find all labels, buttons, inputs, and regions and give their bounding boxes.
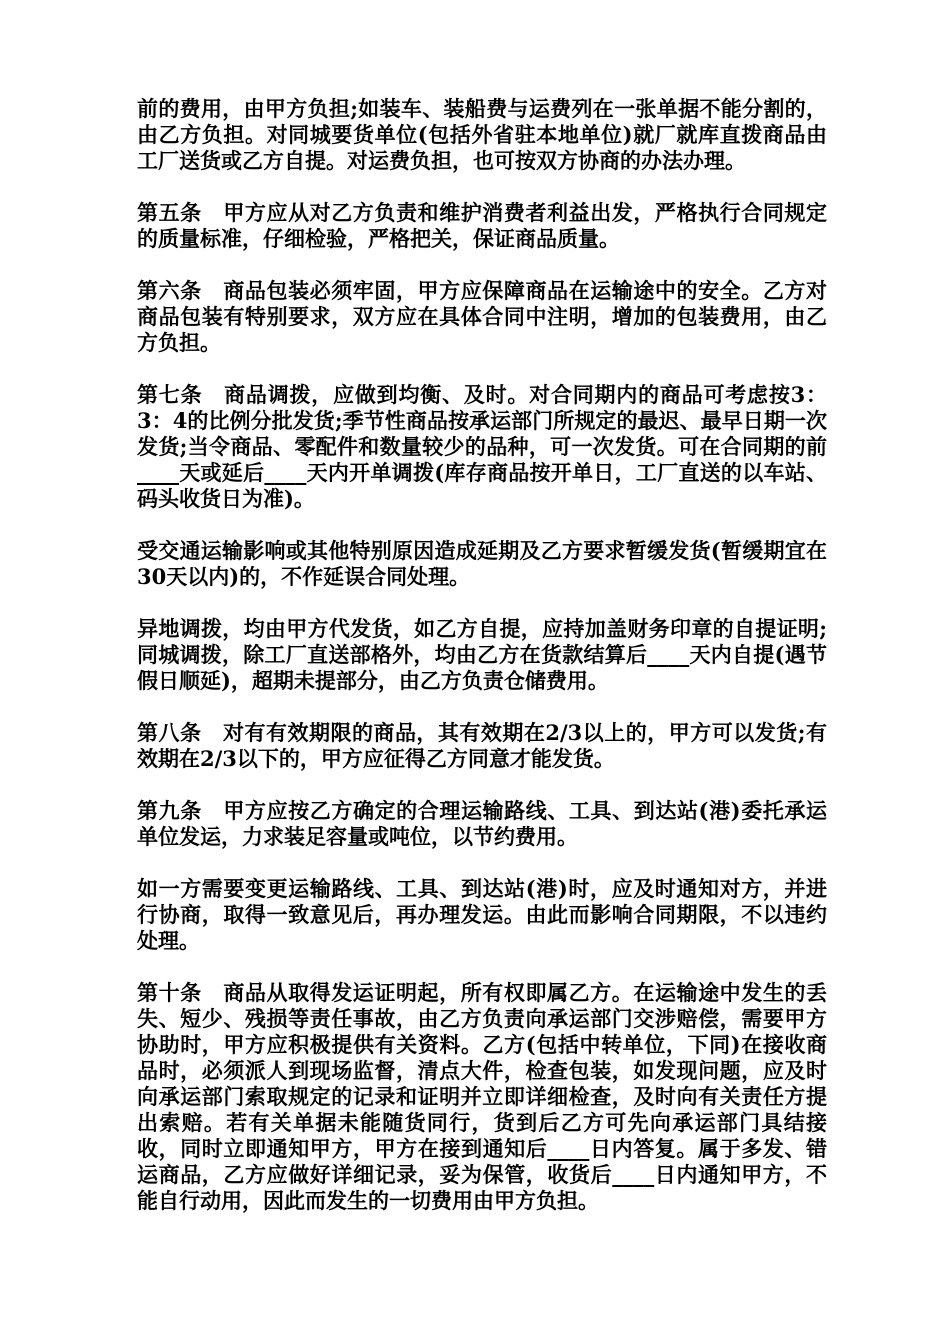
paragraph-article-9: 第九条 甲方应按乙方确定的合理运输路线、工具、到达站(港)委托承运单位发运，力求装足容量或吨位，以节约费用。 bbox=[137, 798, 827, 849]
paragraph-article-6: 第六条 商品包装必须牢固，甲方应保障商品在运输途中的安全。乙方对商品包装有特别要求，双方应在具体合同中注明，增加的包装费用，由乙方负担。 bbox=[137, 278, 827, 355]
paragraph-article-8: 第八条 对有有效期限的商品，其有效期在2/3以上的，甲方可以发货;有效期在2/3以下的，甲方应征得乙方同意才能发货。 bbox=[137, 720, 827, 771]
paragraph-freight-cost: 前的费用，由甲方负担;如装车、装船费与运费列在一张单据不能分割的，由乙方负担。对同城要货单位(包括外省驻本地单位)就厂就库直拨商品由工厂送货或乙方自提。对运费负担，也可按双方协商的办法办理。 bbox=[137, 96, 827, 173]
paragraph-article-5: 第五条 甲方应从对乙方负责和维护消费者利益出发，严格执行合同规定的质量标准，仔细检验，严格把关，保证商品质量。 bbox=[137, 200, 827, 251]
paragraph-route-change: 如一方需要变更运输路线、工具、到达站(港)时，应及时通知对方，并进行协商，取得一致意见后，再办理发运。由此而影响合同期限，不以违约处理。 bbox=[137, 876, 827, 953]
paragraph-article-10: 第十条 商品从取得发运证明起，所有权即属乙方。在运输途中发生的丢失、短少、残损等责任事故，由乙方负责向承运部门交涉赔偿，需要甲方协助时，甲方应积极提供有关资料。乙方(包括中转单位，下同)在接收商品时，必须派人到现场监督，清点大件，检查包装，如发现问题，应及时向承运部门索取规定的记录和证明并立即详细检查，及时向有关责任方提出索赔。若有关单据未能随货同行，货到后乙方可先向承运部门具结接收，同时立即通知甲方，甲方在接到通知后____日内答复。属于多发、错运商品，乙方应做好详细记录，妥为保管，收货后____日内通知甲方，不能自行动用，因此而发生的一切费用由甲方负担。 bbox=[137, 980, 827, 1213]
paragraph-article-7: 第七条 商品调拨，应做到均衡、及时。对合同期内的商品可考虑按3：3：4的比例分批发货;季节性商品按承运部门所规定的最迟、最早日期一次发货;当令商品、零配件和数量较少的品种，可一次发货。可在合同期的前____天或延后____天内开单调拨(库存商品按开单日，工厂直送的以车站、码头收货日为准)。 bbox=[137, 382, 827, 511]
document-page bbox=[137, 96, 827, 1240]
paragraph-delay-exemption: 受交通运输影响或其他特别原因造成延期及乙方要求暂缓发货(暂缓期宜在30天以内)的，不作延误合同处理。 bbox=[137, 538, 827, 589]
paragraph-remote-allocation: 异地调拨，均由甲方代发货，如乙方自提，应持加盖财务印章的自提证明;同城调拨，除工厂直送部格外，均由乙方在货款结算后____天内自提(遇节假日顺延)，超期未提部分，由乙方负责仓储费用。 bbox=[137, 616, 827, 693]
